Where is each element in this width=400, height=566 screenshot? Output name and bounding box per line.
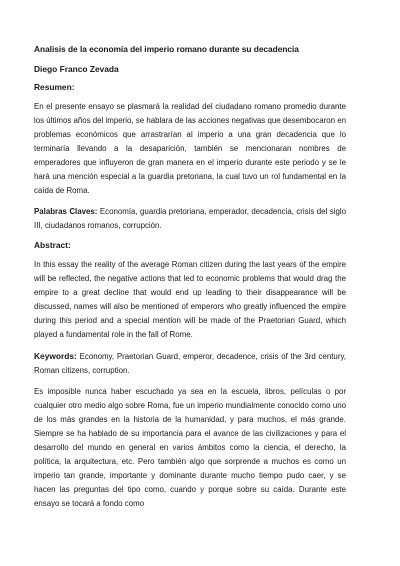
palabras-claves-text: Economía, guardia pretoriana, emperador, decadencia, crisis del siglo III, ciudadanos romanos, corrupción.: [34, 207, 346, 230]
abstract-heading: Abstract:: [34, 240, 71, 250]
palabras-claves-paragraph: [34, 205, 346, 233]
resumen-paragraph: En el presente ensayo se plasmará la realidad del ciudadano romano promedio durante los últimos años del imperio, se hablara de las acciones negativas que desembocaron en problemas económicos que arrastrarían al imperio a una gran decadencia que lo terminaría llevando a la desaparición, también se mencionaran nombres de emperadores que influyeron de gran manera en el imperio durante este periodo y se le hará una mención especial a la guardia pretoriana, la cual tuvo un rol fundamental en la caída de Roma.: [34, 102, 346, 195]
keywords-text: Economy, Praetorian Guard, emperor, decadence, crisis of the 3rd century, Roman citizens, corruption.: [34, 352, 346, 375]
author-name: Diego Franco Zevada: [34, 64, 119, 74]
abstract-paragraph: In this essay the reality of the average Roman citizen during the last years of the empire will be reflected, the negative actions that led to economic problems that would drag the empire to a great decline that would end up leading to their disappearance will be discussed, names will also be mentioned of emperors who greatly influenced the empire during this period and a special mention will be made of the Praetorian Guard, which played a fundamental role in the fall of Rome.: [34, 260, 346, 339]
paper-title: Analisis de la economía del imperio romano durante su decadencia: [34, 44, 299, 54]
body-paragraph: Es imposible nunca haber escuchado ya sea en la escuela, libros, películas o por cualquier otro medio algo sobre Roma, fue un imperio mundialmente conocido como uno de los más grandes en la historia de la humanidad, y para muchos, el más grande. Siempre se ha hablado de su importancia para el avance de las civilizaciones y para el desarrollo del mundo en general en varios ámbitos como la ciencia, el derecho, la política, la arquitectura, etc. Pero también algo que sorprende a muchos es como un imperio tan grande, importante y dominante durante mucho tiempo pudo caer, y se hacen las preguntas del tipo como, cuando y porque sobre su caída. Durante este ensayo se tocará a fondo como: [34, 387, 346, 508]
palabras-claves-label: Palabras Claves:: [34, 207, 98, 216]
keywords-paragraph: [34, 349, 346, 378]
document-page: [34, 44, 346, 518]
resumen-heading: Resumen:: [34, 82, 75, 92]
keywords-label: Keywords:: [34, 351, 77, 361]
